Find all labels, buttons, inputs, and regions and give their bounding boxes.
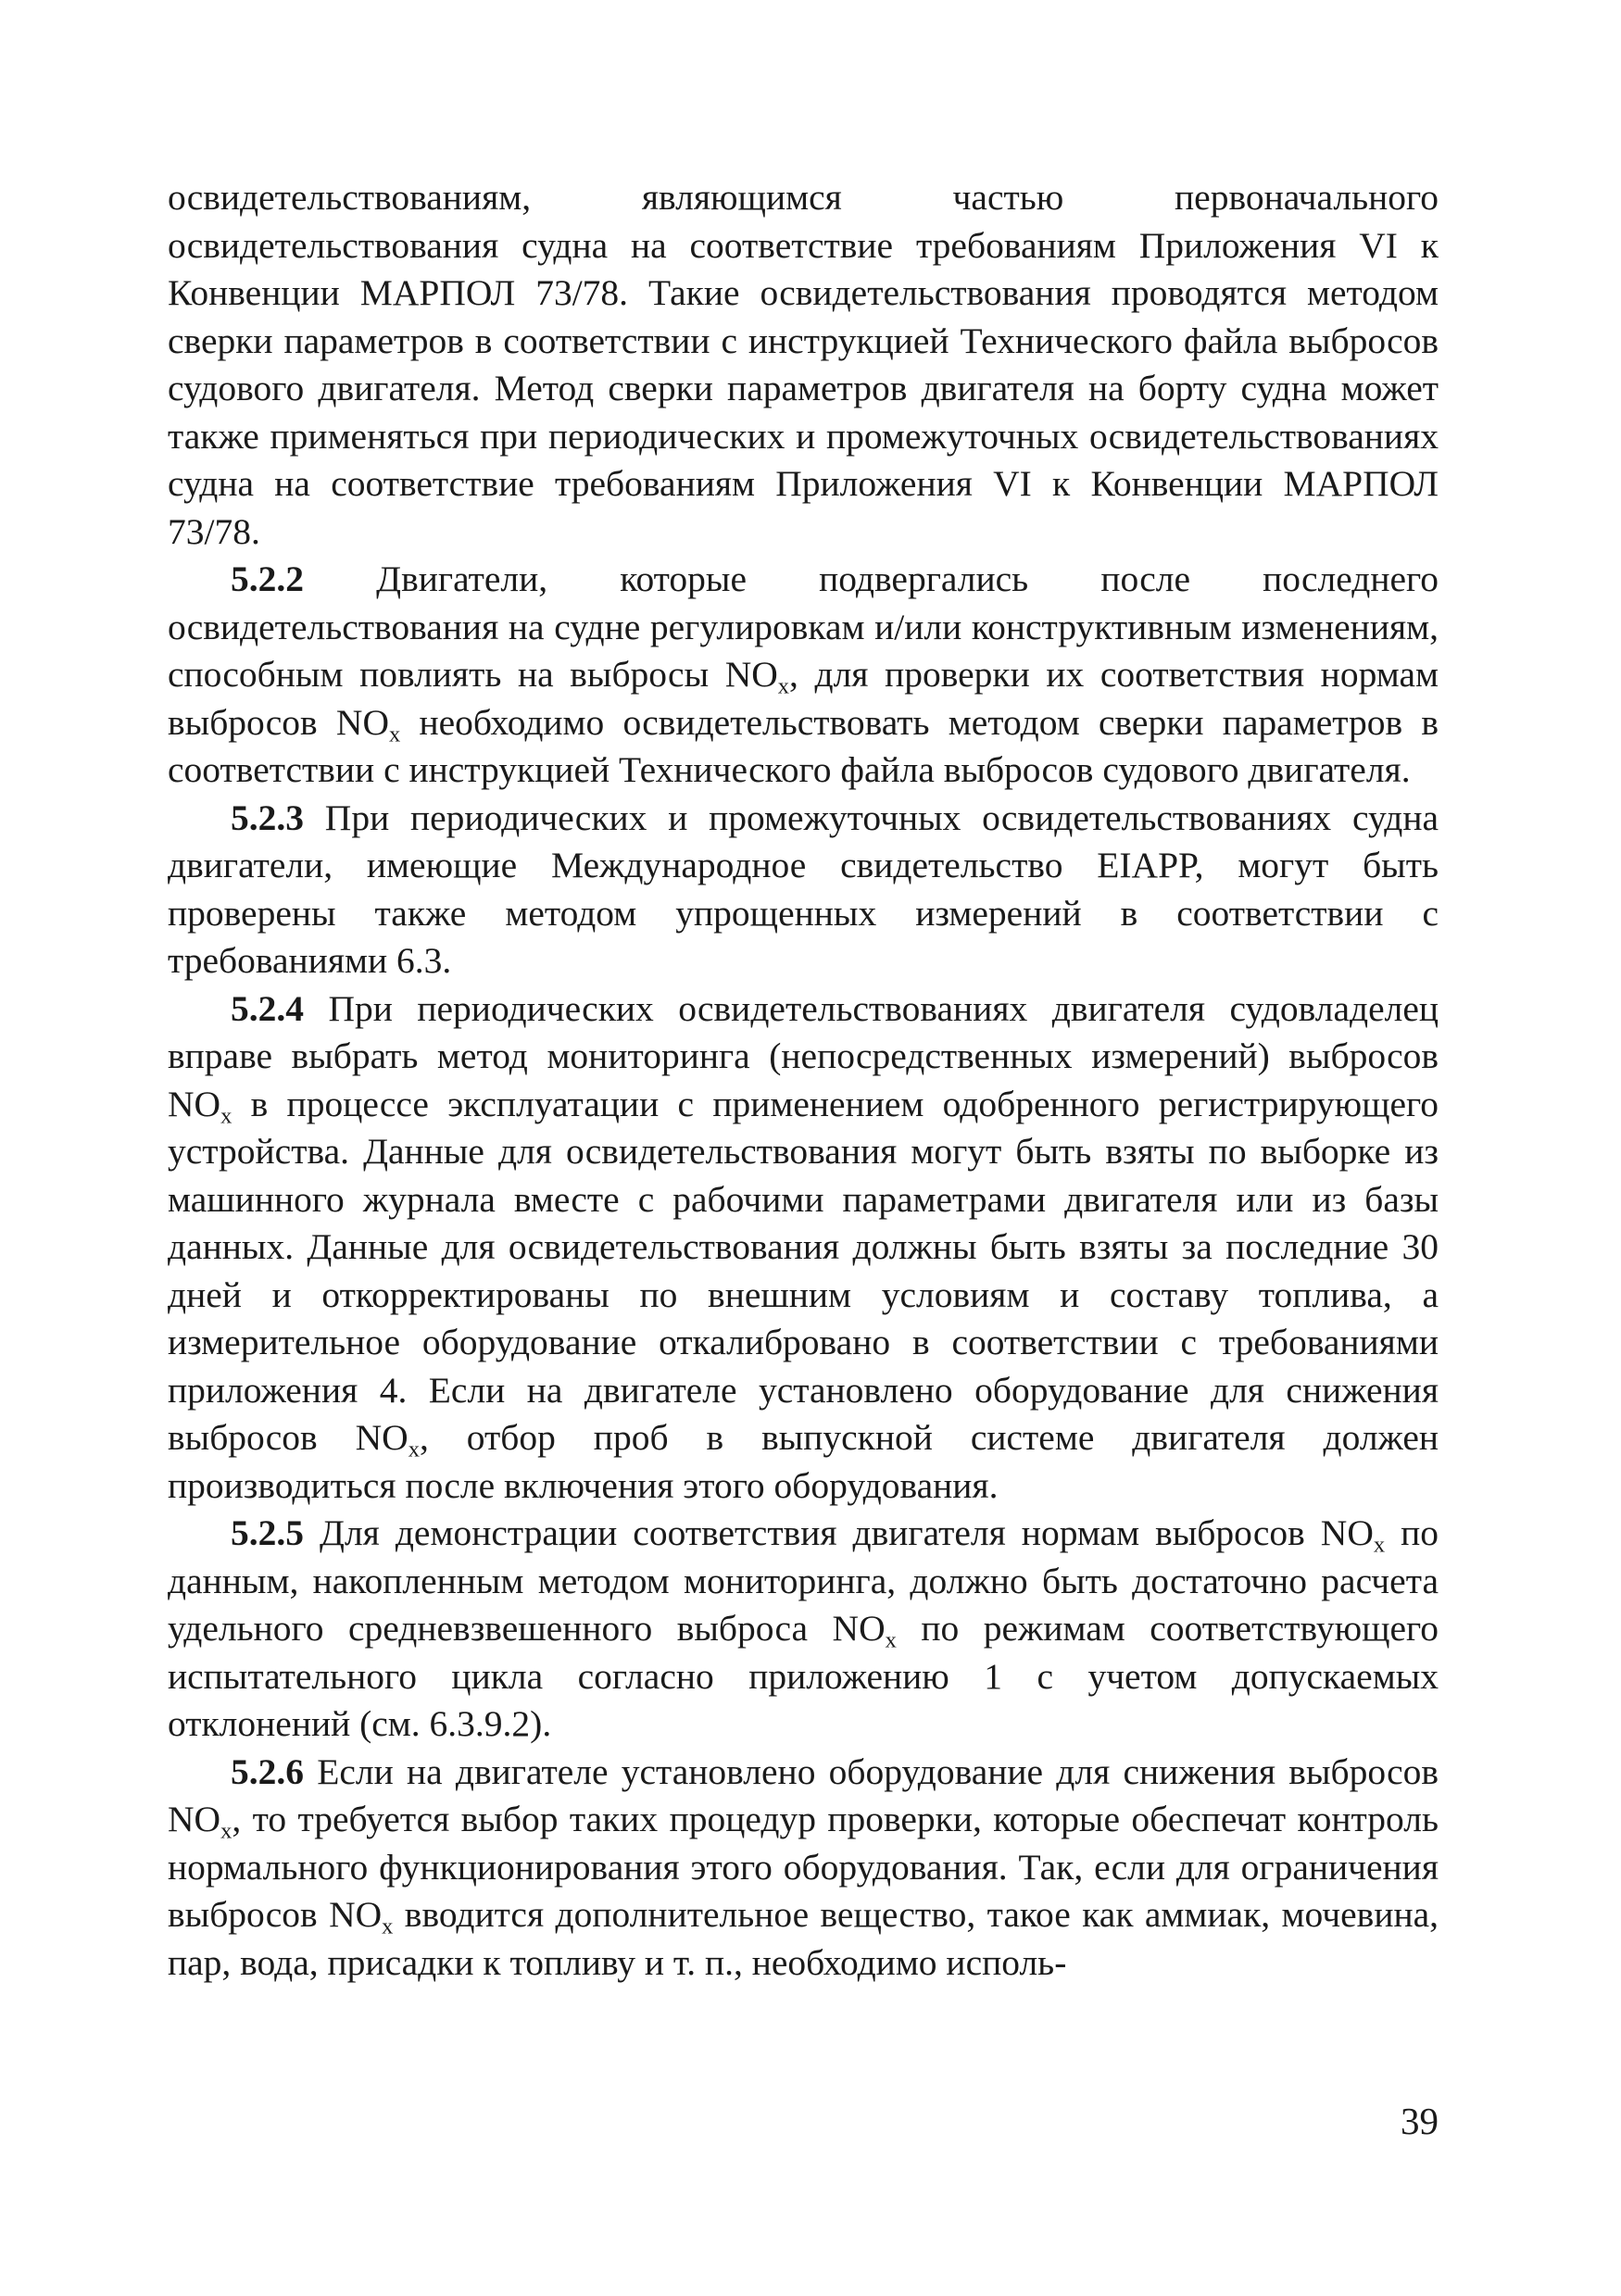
paragraph-5-2-5 [168, 1510, 1439, 1749]
paragraph-text: , то требуется выбор таких процедур проверки, которые обеспечат контроль нормального функционирования этого оборудования. Так, если для ограничения выбросов NO [168, 1799, 1439, 1935]
paragraph-text: по данным, накопленным методом мониторинга, должно быть достаточно расчета удельного средневзвешенного выброса NO [168, 1512, 1439, 1649]
paragraph-text: Двигатели, которые подвергались после последнего освидетельствования на судне регулировкам и/или конструктивным изменениям, способным повлиять на выбросы NO [168, 558, 1439, 695]
subscript-x: x [220, 1818, 232, 1844]
section-number: 5.2.2 [231, 558, 304, 599]
page-number: 39 [1401, 2100, 1439, 2142]
subscript-x: x [408, 1437, 420, 1462]
section-number: 5.2.4 [231, 987, 304, 1029]
paragraph-text: При периодических освидетельствованиях двигателя судовладелец вправе выбрать метод мониторинга (непосредственных измерений) выбросов NO [168, 987, 1439, 1124]
paragraph-text: , отбор проб в выпускной системе двигателя должен производиться после включения этого оборудования. [168, 1417, 1439, 1506]
paragraph-intro [168, 174, 1439, 556]
section-number: 5.2.3 [231, 797, 304, 838]
paragraph-text: освидетельствованиям, являющимся частью первоначального освидетельствования судна на соответствие требованиям Приложения VI к Конвенции МАРПОЛ 73/78. Такие освидетельствования проводятся методом сверки параметров в соответствии с инструкцией Технического файла выбросов судового двигателя. Метод сверки параметров двигателя на борту судна может также применяться при периодических и промежуточных освидетельствованиях судна на соответствие требованиям Приложения VI к Конвенции МАРПОЛ 73/78. [168, 177, 1439, 552]
subscript-x: x [1373, 1532, 1386, 1558]
paragraph-text: , для проверки их соответствия нормам выбросов NO [168, 654, 1439, 743]
paragraph-5-2-6 [168, 1749, 1439, 1988]
subscript-x: x [388, 721, 401, 747]
paragraph-5-2-2 [168, 556, 1439, 795]
body-text [168, 174, 1439, 1987]
paragraph-text: по режимам соответствующего испытательного цикла согласно приложению 1 с учетом допускаемых отклонений (см. 6.3.9.2). [168, 1608, 1439, 1744]
paragraph-text: в процессе эксплуатации с применением одобренного регистрирующего устройства. Данные для освидетельствования могут быть взяты по выборке из машинного журнала вместе с рабочими параметрами двигателя или из базы данных. Данные для освидетельствования должны быть взяты за последние 30 дней и откорректированы по внешним условиям и составу топлива, а измерительное оборудование откалибровано в соответствии с требованиями приложения 4. Если на двигателе установлено оборудование для снижения выбросов NO [168, 1083, 1439, 1458]
subscript-x: x [777, 673, 790, 699]
subscript-x: x [885, 1627, 897, 1653]
paragraph-text: Для демонстрации соответствия двигателя нормам выбросов NO [304, 1512, 1374, 1553]
paragraph-text: Если на двигателе установлено оборудование для снижения выбросов NO [168, 1750, 1439, 1839]
paragraph-text: необходимо освидетельствовать методом сверки параметров в соответствии с инструкцией Технического файла выбросов судового двигателя. [168, 701, 1439, 790]
section-number: 5.2.6 [231, 1750, 304, 1792]
subscript-x: x [382, 1913, 394, 1939]
paragraph-text: вводится дополнительное вещество, такое как аммиак, мочевина, пар, вода, присадки к топливу и т. п., необходимо исполь- [168, 1894, 1439, 1983]
paragraph-5-2-3 [168, 795, 1439, 985]
paragraph-5-2-4 [168, 985, 1439, 1511]
section-number: 5.2.5 [231, 1512, 304, 1553]
paragraph-text: При периодических и промежуточных освидетельствованиях судна двигатели, имеющие Международное свидетельство EIAPP, могут быть проверены также методом упрощенных измерений в соответствии с требованиями 6.3. [168, 797, 1439, 981]
subscript-x: x [220, 1102, 232, 1128]
